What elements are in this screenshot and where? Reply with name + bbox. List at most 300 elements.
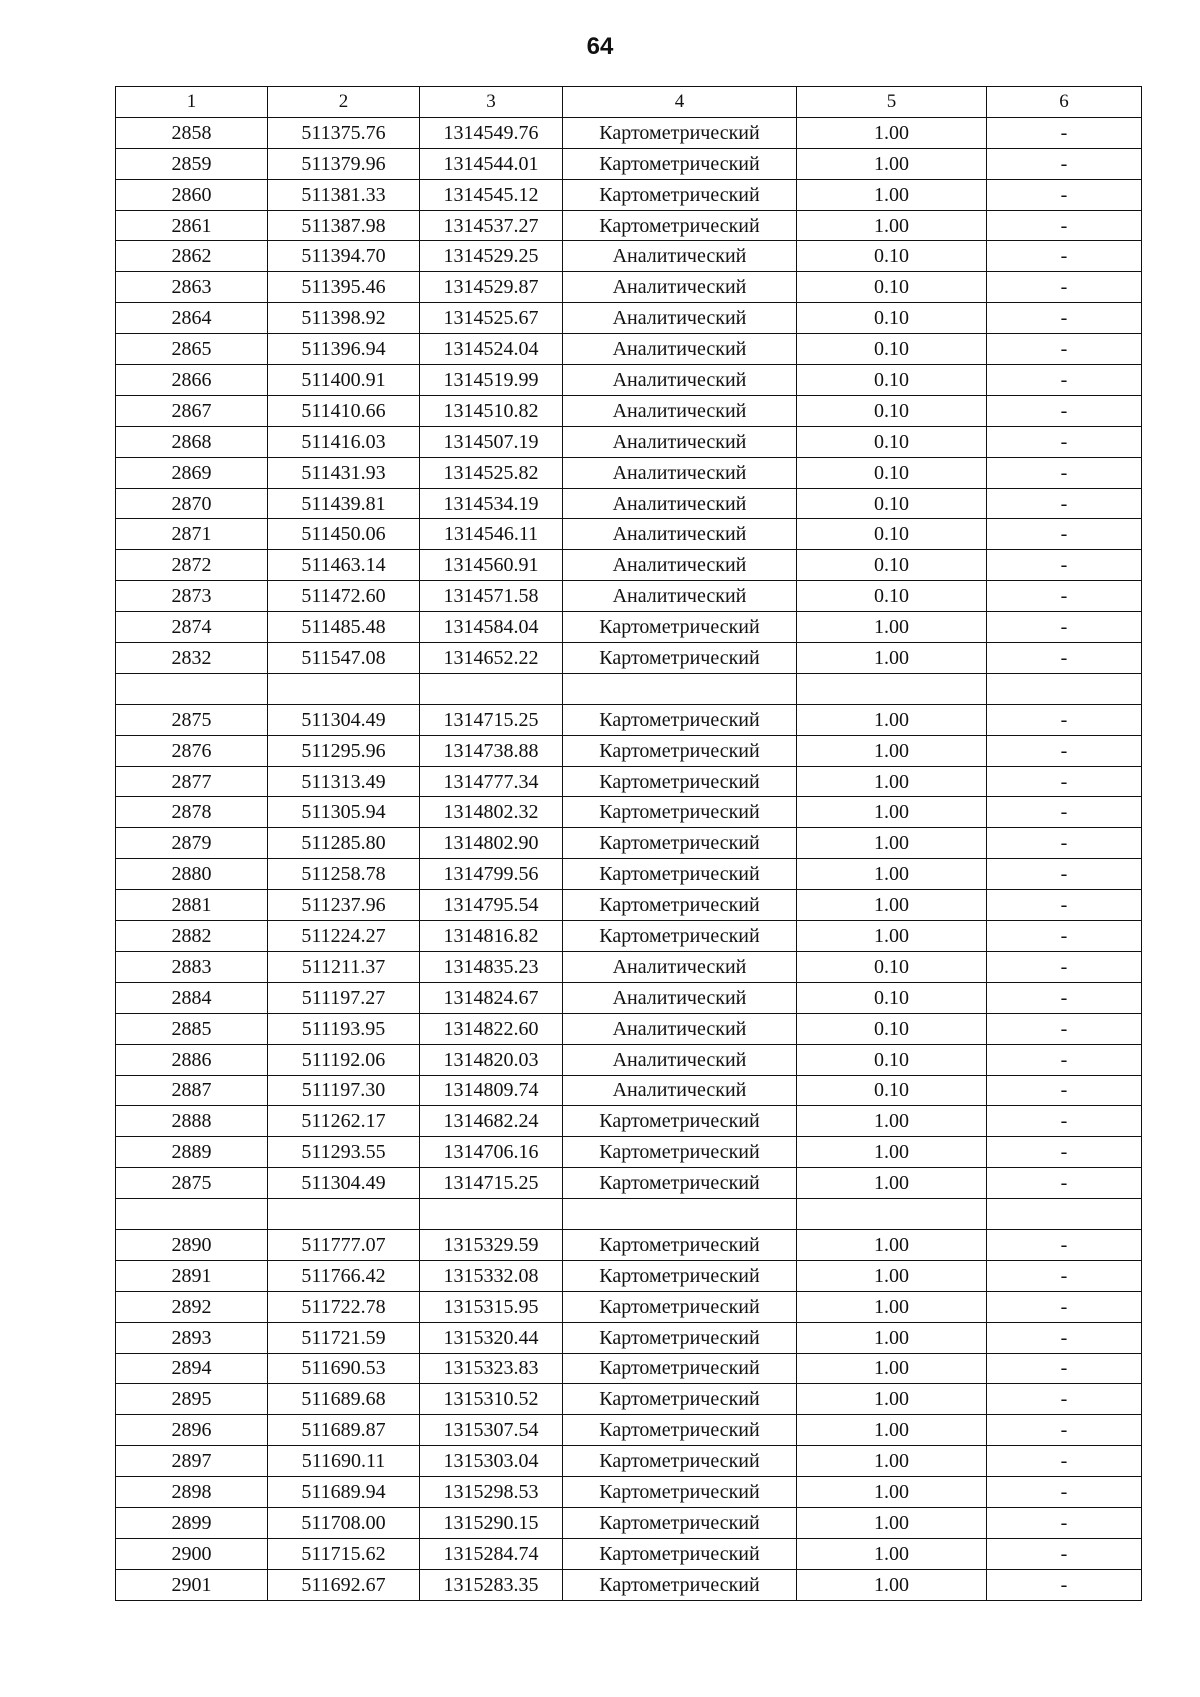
method-cell: Аналитический: [563, 457, 797, 488]
x-coordinate-cell: 511722.78: [268, 1291, 420, 1322]
y-coordinate-cell: 1314682.24: [420, 1106, 563, 1137]
x-coordinate-cell: 511416.03: [268, 426, 420, 457]
x-coordinate-cell: 511450.06: [268, 519, 420, 550]
y-coordinate-cell: [420, 1199, 563, 1230]
accuracy-cell: 0.10: [797, 951, 987, 982]
x-coordinate-cell: [268, 673, 420, 704]
accuracy-cell: 0.10: [797, 303, 987, 334]
method-cell: Картометрический: [563, 1538, 797, 1569]
x-coordinate-cell: 511305.94: [268, 797, 420, 828]
method-cell: Картометрический: [563, 1291, 797, 1322]
point-number-cell: 2862: [116, 241, 268, 272]
accuracy-cell: 1.00: [797, 1291, 987, 1322]
note-cell: -: [987, 1507, 1142, 1538]
accuracy-cell: 0.10: [797, 395, 987, 426]
accuracy-cell: 0.10: [797, 334, 987, 365]
column-header: 1: [116, 87, 268, 118]
y-coordinate-cell: 1315332.08: [420, 1260, 563, 1291]
table-row: [116, 1538, 1142, 1569]
table-row: [116, 488, 1142, 519]
point-number-cell: 2865: [116, 334, 268, 365]
accuracy-cell: 0.10: [797, 426, 987, 457]
y-coordinate-cell: 1314816.82: [420, 921, 563, 952]
x-coordinate-cell: 511398.92: [268, 303, 420, 334]
method-cell: Аналитический: [563, 581, 797, 612]
table-row: [116, 859, 1142, 890]
accuracy-cell: [797, 673, 987, 704]
table-row: [116, 951, 1142, 982]
x-coordinate-cell: 511395.46: [268, 272, 420, 303]
point-number-cell: 2861: [116, 210, 268, 241]
accuracy-cell: 1.00: [797, 179, 987, 210]
point-number-cell: 2864: [116, 303, 268, 334]
accuracy-cell: 1.00: [797, 921, 987, 952]
table-row: [116, 982, 1142, 1013]
y-coordinate-cell: 1314571.58: [420, 581, 563, 612]
method-cell: Картометрический: [563, 117, 797, 148]
point-number-cell: 2884: [116, 982, 268, 1013]
method-cell: Картометрический: [563, 1106, 797, 1137]
accuracy-cell: 1.00: [797, 1538, 987, 1569]
accuracy-cell: 1.00: [797, 1229, 987, 1260]
method-cell: Картометрический: [563, 1507, 797, 1538]
x-coordinate-cell: 511381.33: [268, 179, 420, 210]
y-coordinate-cell: 1314534.19: [420, 488, 563, 519]
x-coordinate-cell: 511193.95: [268, 1013, 420, 1044]
note-cell: -: [987, 334, 1142, 365]
note-cell: -: [987, 426, 1142, 457]
y-coordinate-cell: 1314549.76: [420, 117, 563, 148]
table-row: [116, 1446, 1142, 1477]
method-cell: Аналитический: [563, 272, 797, 303]
point-number-cell: 2878: [116, 797, 268, 828]
x-coordinate-cell: 511689.94: [268, 1477, 420, 1508]
x-coordinate-cell: 511295.96: [268, 735, 420, 766]
y-coordinate-cell: 1314715.25: [420, 1168, 563, 1199]
y-coordinate-cell: 1315315.95: [420, 1291, 563, 1322]
note-cell: -: [987, 766, 1142, 797]
y-coordinate-cell: 1314795.54: [420, 890, 563, 921]
table-header-row: [116, 87, 1142, 118]
point-number-cell: 2874: [116, 612, 268, 643]
x-coordinate-cell: 511394.70: [268, 241, 420, 272]
accuracy-cell: [797, 1199, 987, 1230]
point-number-cell: 2889: [116, 1137, 268, 1168]
x-coordinate-cell: 511766.42: [268, 1260, 420, 1291]
y-coordinate-cell: 1315320.44: [420, 1322, 563, 1353]
x-coordinate-cell: 511689.87: [268, 1415, 420, 1446]
y-coordinate-cell: 1315290.15: [420, 1507, 563, 1538]
x-coordinate-cell: 511258.78: [268, 859, 420, 890]
method-cell: [563, 673, 797, 704]
y-coordinate-cell: 1315298.53: [420, 1477, 563, 1508]
accuracy-cell: 1.00: [797, 643, 987, 674]
note-cell: -: [987, 365, 1142, 396]
point-number-cell: 2871: [116, 519, 268, 550]
table-row: [116, 179, 1142, 210]
method-cell: Аналитический: [563, 241, 797, 272]
accuracy-cell: 0.10: [797, 457, 987, 488]
note-cell: -: [987, 612, 1142, 643]
method-cell: Аналитический: [563, 1075, 797, 1106]
y-coordinate-cell: 1314822.60: [420, 1013, 563, 1044]
y-coordinate-cell: 1314824.67: [420, 982, 563, 1013]
method-cell: Картометрический: [563, 797, 797, 828]
method-cell: Картометрический: [563, 921, 797, 952]
table-row: [116, 766, 1142, 797]
method-cell: Аналитический: [563, 519, 797, 550]
accuracy-cell: 0.10: [797, 241, 987, 272]
x-coordinate-cell: 511547.08: [268, 643, 420, 674]
x-coordinate-cell: 511293.55: [268, 1137, 420, 1168]
note-cell: -: [987, 1075, 1142, 1106]
y-coordinate-cell: 1314529.25: [420, 241, 563, 272]
x-coordinate-cell: 511472.60: [268, 581, 420, 612]
table-row: [116, 210, 1142, 241]
method-cell: Картометрический: [563, 890, 797, 921]
note-cell: -: [987, 859, 1142, 890]
y-coordinate-cell: 1314809.74: [420, 1075, 563, 1106]
accuracy-cell: 1.00: [797, 148, 987, 179]
table-row: [116, 581, 1142, 612]
y-coordinate-cell: 1314525.67: [420, 303, 563, 334]
accuracy-cell: 0.10: [797, 1044, 987, 1075]
note-cell: -: [987, 1291, 1142, 1322]
page-number: 64: [586, 33, 614, 60]
x-coordinate-cell: 511379.96: [268, 148, 420, 179]
table-row: [116, 1013, 1142, 1044]
table-row: [116, 148, 1142, 179]
table-row: [116, 1075, 1142, 1106]
point-number-cell: 2858: [116, 117, 268, 148]
y-coordinate-cell: 1315310.52: [420, 1384, 563, 1415]
table-row: [116, 1168, 1142, 1199]
y-coordinate-cell: 1315307.54: [420, 1415, 563, 1446]
y-coordinate-cell: 1315323.83: [420, 1353, 563, 1384]
y-coordinate-cell: 1314652.22: [420, 643, 563, 674]
method-cell: Картометрический: [563, 859, 797, 890]
note-cell: -: [987, 241, 1142, 272]
note-cell: -: [987, 704, 1142, 735]
x-coordinate-cell: 511690.11: [268, 1446, 420, 1477]
note-cell: -: [987, 921, 1142, 952]
note-cell: -: [987, 1229, 1142, 1260]
note-cell: -: [987, 735, 1142, 766]
point-number-cell: 2900: [116, 1538, 268, 1569]
accuracy-cell: 0.10: [797, 488, 987, 519]
table-row: [116, 550, 1142, 581]
note-cell: -: [987, 797, 1142, 828]
point-number-cell: 2879: [116, 828, 268, 859]
method-cell: Картометрический: [563, 643, 797, 674]
method-cell: Картометрический: [563, 1322, 797, 1353]
x-coordinate-cell: 511237.96: [268, 890, 420, 921]
note-cell: [987, 1199, 1142, 1230]
point-number-cell: 2880: [116, 859, 268, 890]
table-row: [116, 890, 1142, 921]
accuracy-cell: 1.00: [797, 1507, 987, 1538]
accuracy-cell: 0.10: [797, 1013, 987, 1044]
note-cell: -: [987, 1384, 1142, 1415]
x-coordinate-cell: 511431.93: [268, 457, 420, 488]
separator-row: [116, 673, 1142, 704]
table-row: [116, 1477, 1142, 1508]
y-coordinate-cell: 1314802.90: [420, 828, 563, 859]
method-cell: Аналитический: [563, 365, 797, 396]
method-cell: Картометрический: [563, 179, 797, 210]
note-cell: -: [987, 1569, 1142, 1600]
point-number-cell: 2883: [116, 951, 268, 982]
table-row: [116, 1353, 1142, 1384]
method-cell: Картометрический: [563, 1137, 797, 1168]
point-number-cell: 2877: [116, 766, 268, 797]
method-cell: Картометрический: [563, 210, 797, 241]
point-number-cell: 2893: [116, 1322, 268, 1353]
method-cell: Картометрический: [563, 1446, 797, 1477]
point-number-cell: 2901: [116, 1569, 268, 1600]
note-cell: -: [987, 1538, 1142, 1569]
y-coordinate-cell: 1314799.56: [420, 859, 563, 890]
accuracy-cell: 1.00: [797, 1569, 987, 1600]
accuracy-cell: 1.00: [797, 704, 987, 735]
accuracy-cell: 1.00: [797, 797, 987, 828]
x-coordinate-cell: 511690.53: [268, 1353, 420, 1384]
column-header: 4: [563, 87, 797, 118]
coordinates-table: [115, 86, 1142, 1601]
column-header: 2: [268, 87, 420, 118]
accuracy-cell: 1.00: [797, 766, 987, 797]
method-cell: Аналитический: [563, 488, 797, 519]
y-coordinate-cell: 1315284.74: [420, 1538, 563, 1569]
method-cell: Аналитический: [563, 426, 797, 457]
accuracy-cell: 1.00: [797, 612, 987, 643]
x-coordinate-cell: 511304.49: [268, 1168, 420, 1199]
table-row: [116, 921, 1142, 952]
note-cell: -: [987, 550, 1142, 581]
note-cell: -: [987, 1106, 1142, 1137]
note-cell: -: [987, 1322, 1142, 1353]
method-cell: Аналитический: [563, 1044, 797, 1075]
note-cell: -: [987, 272, 1142, 303]
x-coordinate-cell: 511375.76: [268, 117, 420, 148]
y-coordinate-cell: 1314529.87: [420, 272, 563, 303]
table-row: [116, 1229, 1142, 1260]
y-coordinate-cell: 1314802.32: [420, 797, 563, 828]
accuracy-cell: 0.10: [797, 272, 987, 303]
method-cell: Картометрический: [563, 704, 797, 735]
method-cell: Картометрический: [563, 1569, 797, 1600]
point-number-cell: 2887: [116, 1075, 268, 1106]
table-row: [116, 334, 1142, 365]
note-cell: -: [987, 581, 1142, 612]
point-number-cell: 2868: [116, 426, 268, 457]
y-coordinate-cell: 1314715.25: [420, 704, 563, 735]
x-coordinate-cell: 511211.37: [268, 951, 420, 982]
y-coordinate-cell: [420, 673, 563, 704]
table-row: [116, 241, 1142, 272]
point-number-cell: 2875: [116, 1168, 268, 1199]
method-cell: Аналитический: [563, 1013, 797, 1044]
x-coordinate-cell: 511463.14: [268, 550, 420, 581]
table-row: [116, 519, 1142, 550]
note-cell: -: [987, 303, 1142, 334]
method-cell: Картометрический: [563, 1415, 797, 1446]
method-cell: Картометрический: [563, 1260, 797, 1291]
table-row: [116, 1137, 1142, 1168]
point-number-cell: 2881: [116, 890, 268, 921]
y-coordinate-cell: 1314544.01: [420, 148, 563, 179]
note-cell: -: [987, 117, 1142, 148]
column-header: 3: [420, 87, 563, 118]
note-cell: -: [987, 148, 1142, 179]
method-cell: Картометрический: [563, 148, 797, 179]
point-number-cell: [116, 673, 268, 704]
accuracy-cell: 0.10: [797, 1075, 987, 1106]
table-row: [116, 1260, 1142, 1291]
x-coordinate-cell: 511396.94: [268, 334, 420, 365]
method-cell: Картометрический: [563, 735, 797, 766]
y-coordinate-cell: 1314546.11: [420, 519, 563, 550]
table-row: [116, 395, 1142, 426]
method-cell: Картометрический: [563, 1384, 797, 1415]
point-number-cell: 2873: [116, 581, 268, 612]
method-cell: Аналитический: [563, 550, 797, 581]
point-number-cell: 2888: [116, 1106, 268, 1137]
method-cell: Картометрический: [563, 828, 797, 859]
accuracy-cell: 1.00: [797, 1446, 987, 1477]
y-coordinate-cell: 1314507.19: [420, 426, 563, 457]
point-number-cell: 2886: [116, 1044, 268, 1075]
y-coordinate-cell: 1314519.99: [420, 365, 563, 396]
point-number-cell: 2899: [116, 1507, 268, 1538]
x-coordinate-cell: [268, 1199, 420, 1230]
x-coordinate-cell: 511410.66: [268, 395, 420, 426]
y-coordinate-cell: 1314525.82: [420, 457, 563, 488]
method-cell: Картометрический: [563, 1168, 797, 1199]
table-row: [116, 365, 1142, 396]
note-cell: -: [987, 1137, 1142, 1168]
x-coordinate-cell: 511439.81: [268, 488, 420, 519]
x-coordinate-cell: 511387.98: [268, 210, 420, 241]
column-header: 6: [987, 87, 1142, 118]
note-cell: -: [987, 890, 1142, 921]
y-coordinate-cell: 1315283.35: [420, 1569, 563, 1600]
point-number-cell: 2898: [116, 1477, 268, 1508]
table-row: [116, 735, 1142, 766]
x-coordinate-cell: 511708.00: [268, 1507, 420, 1538]
x-coordinate-cell: 511689.68: [268, 1384, 420, 1415]
note-cell: -: [987, 210, 1142, 241]
y-coordinate-cell: 1314777.34: [420, 766, 563, 797]
y-coordinate-cell: 1314738.88: [420, 735, 563, 766]
table-row: [116, 612, 1142, 643]
table-row: [116, 426, 1142, 457]
accuracy-cell: 0.10: [797, 581, 987, 612]
table-row: [116, 117, 1142, 148]
point-number-cell: 2897: [116, 1446, 268, 1477]
table-body: [116, 87, 1142, 1601]
accuracy-cell: 0.10: [797, 519, 987, 550]
accuracy-cell: 0.10: [797, 550, 987, 581]
point-number-cell: 2860: [116, 179, 268, 210]
method-cell: Картометрический: [563, 1477, 797, 1508]
y-coordinate-cell: 1314820.03: [420, 1044, 563, 1075]
point-number-cell: 2895: [116, 1384, 268, 1415]
note-cell: -: [987, 395, 1142, 426]
y-coordinate-cell: 1314584.04: [420, 612, 563, 643]
point-number-cell: 2866: [116, 365, 268, 396]
point-number-cell: 2875: [116, 704, 268, 735]
point-number-cell: 2867: [116, 395, 268, 426]
note-cell: -: [987, 1415, 1142, 1446]
method-cell: Аналитический: [563, 303, 797, 334]
x-coordinate-cell: 511692.67: [268, 1569, 420, 1600]
table-row: [116, 1322, 1142, 1353]
column-header: 5: [797, 87, 987, 118]
note-cell: -: [987, 457, 1142, 488]
x-coordinate-cell: 511224.27: [268, 921, 420, 952]
accuracy-cell: 1.00: [797, 1384, 987, 1415]
accuracy-cell: 1.00: [797, 1477, 987, 1508]
y-coordinate-cell: 1314510.82: [420, 395, 563, 426]
accuracy-cell: 1.00: [797, 1415, 987, 1446]
point-number-cell: [116, 1199, 268, 1230]
accuracy-cell: 1.00: [797, 210, 987, 241]
y-coordinate-cell: 1315329.59: [420, 1229, 563, 1260]
table-row: [116, 1291, 1142, 1322]
note-cell: -: [987, 179, 1142, 210]
accuracy-cell: 0.10: [797, 365, 987, 396]
table-row: [116, 704, 1142, 735]
x-coordinate-cell: 511715.62: [268, 1538, 420, 1569]
table-row: [116, 797, 1142, 828]
point-number-cell: 2832: [116, 643, 268, 674]
accuracy-cell: 1.00: [797, 1137, 987, 1168]
note-cell: -: [987, 1353, 1142, 1384]
table-row: [116, 1507, 1142, 1538]
y-coordinate-cell: 1314560.91: [420, 550, 563, 581]
table-row: [116, 643, 1142, 674]
point-number-cell: 2885: [116, 1013, 268, 1044]
x-coordinate-cell: 511262.17: [268, 1106, 420, 1137]
table-row: [116, 457, 1142, 488]
table-row: [116, 1106, 1142, 1137]
x-coordinate-cell: 511721.59: [268, 1322, 420, 1353]
method-cell: Картометрический: [563, 612, 797, 643]
separator-row: [116, 1199, 1142, 1230]
point-number-cell: 2890: [116, 1229, 268, 1260]
accuracy-cell: 1.00: [797, 890, 987, 921]
table-row: [116, 272, 1142, 303]
method-cell: [563, 1199, 797, 1230]
accuracy-cell: 1.00: [797, 828, 987, 859]
method-cell: Аналитический: [563, 334, 797, 365]
method-cell: Аналитический: [563, 951, 797, 982]
method-cell: Аналитический: [563, 395, 797, 426]
x-coordinate-cell: 511485.48: [268, 612, 420, 643]
x-coordinate-cell: 511304.49: [268, 704, 420, 735]
note-cell: -: [987, 1013, 1142, 1044]
method-cell: Картометрический: [563, 766, 797, 797]
point-number-cell: 2876: [116, 735, 268, 766]
note-cell: -: [987, 828, 1142, 859]
point-number-cell: 2896: [116, 1415, 268, 1446]
table-row: [116, 303, 1142, 334]
y-coordinate-cell: 1315303.04: [420, 1446, 563, 1477]
note-cell: -: [987, 1477, 1142, 1508]
note-cell: -: [987, 951, 1142, 982]
point-number-cell: 2859: [116, 148, 268, 179]
